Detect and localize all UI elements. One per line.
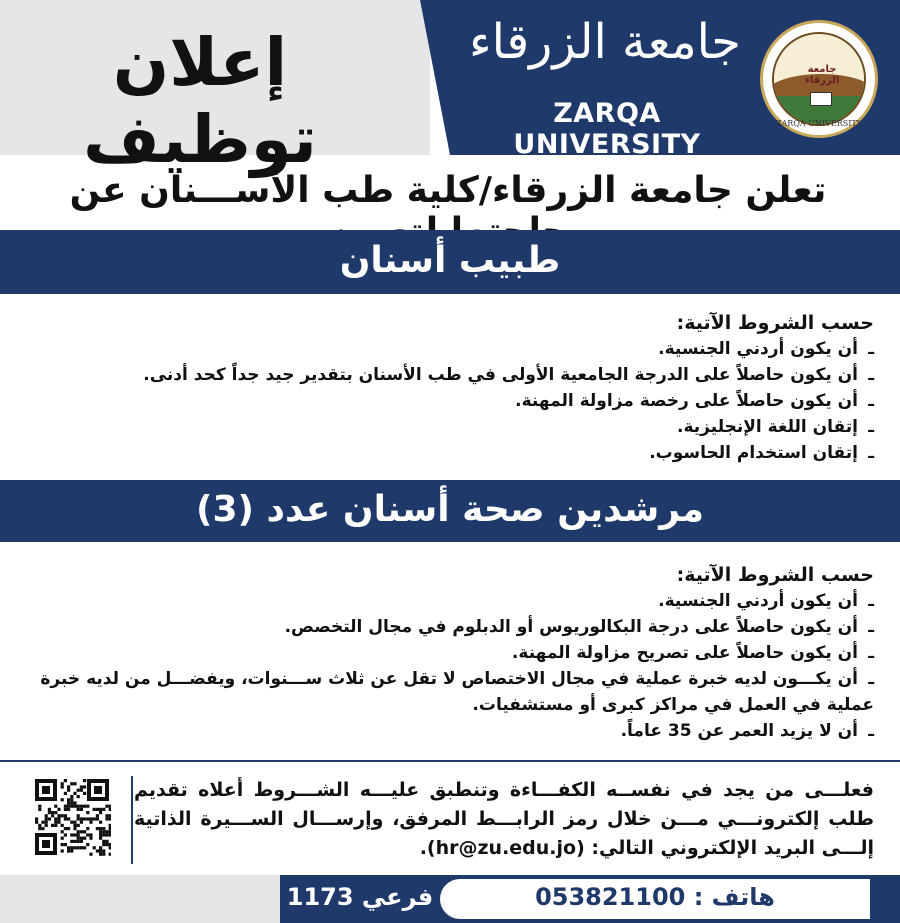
qr-module [35,817,38,820]
qr-module [70,840,73,843]
qr-module [93,808,96,811]
qr-module [45,817,48,820]
qr-module [105,805,108,808]
qr-module [99,833,102,836]
qr-module [64,843,67,846]
qr-module [86,811,89,814]
qr-module [96,814,99,817]
qr-module [83,805,86,808]
condition-item: ـأن يكون حاصلاً على تصريح مزاولة المهنة. [511,643,874,663]
qr-module [70,805,73,808]
qr-module [41,827,44,830]
qr-module [70,801,73,804]
qr-module [77,830,80,833]
qr-module [73,846,76,849]
qr-code-graphic [33,777,111,857]
book-icon [810,92,832,106]
qr-module [77,824,80,827]
qr-module [67,789,70,792]
qr-module [80,785,83,788]
qr-module [109,853,111,856]
intro-text: تعلن جامعة الزرقاء/كلية طب الأســـنان عن [69,170,827,211]
qr-module [57,821,60,824]
qr-module [77,817,80,820]
qr-module [38,824,41,827]
qr-module [67,817,70,820]
qr-module [89,821,92,824]
qr-module [99,808,102,811]
qr-module [54,821,57,824]
qr-module [70,833,73,836]
qr-module [102,843,105,846]
qr-module [73,827,76,830]
qr-module [99,849,102,852]
qr-module [64,814,67,817]
qr-module [54,811,57,814]
conditions-dentist [24,310,874,466]
university-seal-logo [760,20,878,138]
condition-item: ـأن يكـــون لديه خبرة عملية في مجال الاختصاص لا تقل عن ثلاث ســـنوات، ويفضـــل من لديه خبرة عملية في العمل في مراكز كبرى أو مستشفيات. [40,669,874,715]
qr-module [102,853,105,856]
conditions-hygienists [24,562,874,744]
qr-module [73,824,76,827]
qr-module [64,827,67,830]
qr-module [109,843,111,846]
qr-module [67,846,70,849]
qr-module [38,827,41,830]
qr-module [67,785,70,788]
qr-module [86,817,89,820]
qr-module [38,808,41,811]
qr-module [89,833,92,836]
qr-module [67,808,70,811]
qr-module [77,846,80,849]
condition-item: ـأن يكون أردني الجنسية. [658,591,874,611]
section-title-dentist: طبيب أسنان [339,240,561,281]
qr-module [109,824,111,827]
conditions-list [24,336,874,466]
condition-item: ـأن يكون حاصلاً على درجة البكالوريوس أو الدبلوم في مجال التخصص. [284,617,874,637]
qr-module [51,824,54,827]
page-title: إعلان توظيف [83,24,317,178]
qr-module [93,846,96,849]
qr-module [70,821,73,824]
qr-module [64,817,67,820]
qr-module [48,811,51,814]
seal-english-text: ZARQA UNIVERSITY [775,119,863,128]
qr-module [54,824,57,827]
qr-module [61,798,64,801]
qr-module [77,805,80,808]
qr-module [38,805,41,808]
qr-module [96,817,99,820]
qr-module [86,805,89,808]
qr-module [51,811,54,814]
qr-module [80,789,83,792]
qr-module [109,827,111,830]
seal-emblem [772,32,866,126]
qr-module [109,846,111,849]
university-name-arabic: جامعة الزرقاء [469,14,741,70]
qr-module [70,849,73,852]
qr-module [80,837,83,840]
qr-module [61,849,64,852]
qr-module [83,779,86,782]
qr-module [67,805,70,808]
qr-module [99,837,102,840]
qr-module [80,821,83,824]
qr-module [83,830,86,833]
qr-module [109,817,111,820]
qr-module [57,808,60,811]
qr-module [57,817,60,820]
qr-module [70,782,73,785]
qr-module [86,843,89,846]
qr-module [105,840,108,843]
qr-module [80,808,83,811]
qr-module [102,808,105,811]
qr-module [80,805,83,808]
qr-module [51,814,54,817]
condition-item: ـأن يكون أردني الجنسية. [658,339,874,359]
qr-module [99,846,102,849]
conditions-heading: حسب الشروط الآتية: [676,564,874,586]
qr-module [80,846,83,849]
qr-module [77,837,80,840]
qr-module [99,821,102,824]
qr-module [80,830,83,833]
condition-item: ـأن يكون حاصلاً على رخصة مزاولة المهنة. [515,391,874,411]
qr-module [77,840,80,843]
qr-module [64,792,67,795]
qr-module [73,782,76,785]
qr-module [54,805,57,808]
qr-module [64,808,67,811]
qr-module [67,801,70,804]
qr-module [102,830,105,833]
conditions-heading: حسب الشروط الآتية: [676,312,874,334]
qr-module [89,817,92,820]
branch-extension: فرعي 1173 [286,883,434,911]
qr-module [64,805,67,808]
qr-module [54,817,57,820]
qr-module [80,817,83,820]
qr-module [109,808,111,811]
qr-module [105,843,108,846]
qr-module [99,811,102,814]
university-name-english: ZARQA UNIVERSITY [513,98,701,160]
qr-module [89,837,92,840]
header [0,0,900,178]
qr-module [45,814,48,817]
qr-module [102,849,105,852]
qr-module [109,833,111,836]
qr-module [64,833,67,836]
qr-module [99,853,102,856]
condition-item: ـأن يكون حاصلاً على الدرجة الجامعية الأولى في طب الأسنان بتقدير جيد جداً كحد أدنى. [143,365,874,385]
qr-module [109,805,111,808]
qr-module [89,853,92,856]
qr-module [67,798,70,801]
qr-module [102,840,105,843]
condition-item: ـإتقان استخدام الحاسوب. [649,443,874,463]
qr-module [73,805,76,808]
qr-module [61,837,64,840]
qr-module [61,824,64,827]
qr-module [102,827,105,830]
qr-module [96,849,99,852]
qr-module [83,846,86,849]
qr-module [105,833,108,836]
qr-module [105,817,108,820]
qr-module [83,792,86,795]
qr-module [61,843,64,846]
qr-module [105,814,108,817]
qr-module [73,833,76,836]
qr-module [96,827,99,830]
footer [0,875,900,923]
qr-module [70,846,73,849]
qr-module [86,827,89,830]
qr-module [99,827,102,830]
qr-module [73,792,76,795]
qr-module [61,830,64,833]
section-title-hygienists: مرشدين صحة أسنان عدد (3) [195,489,704,530]
qr-module [61,785,64,788]
qr-module [41,821,44,824]
qr-module [83,837,86,840]
conditions-list [24,588,874,744]
qr-module [61,814,64,817]
qr-module [48,817,51,820]
qr-module [73,821,76,824]
phone-number[interactable]: هاتف : 053821100 [535,883,775,911]
qr-module [99,830,102,833]
qr-module [45,824,48,827]
qr-module [102,833,105,836]
qr-module [67,827,70,830]
qr-module [64,779,67,782]
qr-module [77,814,80,817]
qr-module [109,814,111,817]
qr-module [109,830,111,833]
qr-module [80,840,83,843]
qr-module [77,795,80,798]
qr-module [70,795,73,798]
qr-module [93,817,96,820]
seal-arabic-text: جامعة الزرقاء [804,64,840,86]
qr-module [70,798,73,801]
qr-module [96,808,99,811]
qr-module [83,785,86,788]
qr-module [67,849,70,852]
qr-module [35,821,38,824]
qr-module [61,782,64,785]
condition-item: ـأن لا يزيد العمر عن 35 عاماً. [620,721,874,741]
application-instructions: فعلـــى من يجد في نفســه الكفـــاءة وتنطبق عليـــه الشـــروط أعلاه تقديم طلب إلكترونـــي مـــن خلال رمز الرابـــط المرفق، وإرســـال الســـيرة الذاتية إلـــى البريد الإلكتروني التالي: (hr@zu.edu.jo). [134,779,874,859]
qr-module [73,840,76,843]
qr-module [57,814,60,817]
qr-module [77,833,80,836]
qr-module [77,789,80,792]
vertical-divider [131,776,133,864]
qr-module [77,808,80,811]
qr-module [83,817,86,820]
qr-module [73,801,76,804]
section-divider [0,760,900,762]
condition-item: ـإتقان اللغة الإنجليزية. [677,417,874,437]
qr-module [48,808,51,811]
qr-module [45,821,48,824]
qr-module [86,833,89,836]
qr-code-icon[interactable] [33,777,111,857]
qr-module [105,830,108,833]
